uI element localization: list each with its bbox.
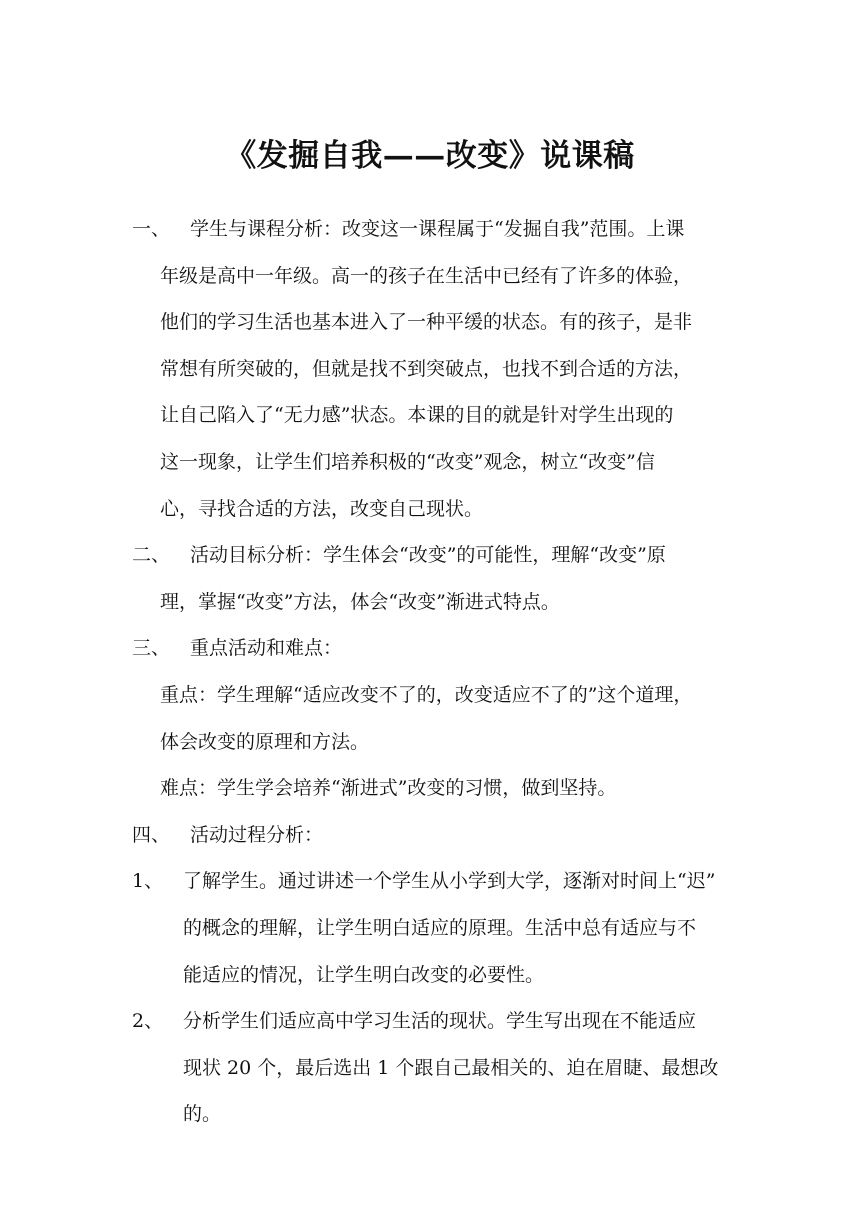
step-line	[0, 1091, 860, 1138]
paragraph-text: 体会改变的原理和方法。	[160, 730, 370, 753]
step-line	[0, 1045, 860, 1092]
key-point-text: 重点：学生理解“适应改变不了的，改变适应不了的”这个道理，	[160, 683, 693, 706]
paragraph-line	[0, 439, 860, 486]
paragraph-line	[0, 579, 860, 626]
paragraph-line	[0, 299, 860, 346]
section-heading-line	[0, 812, 860, 859]
step-text: 的概念的理解，让学生明白适应的原理。生活中总有适应与不	[183, 916, 697, 939]
section-number: 三、	[132, 637, 171, 660]
paragraph-text: 心，寻找合适的方法，改变自己现状。	[160, 497, 484, 520]
step-heading-line	[0, 998, 860, 1045]
paragraph-text: 年级是高中一年级。高一的孩子在生活中已经有了许多的体验，	[160, 264, 693, 287]
section-number: 一、	[132, 218, 171, 240]
section-heading-text: 重点活动和难点：	[190, 637, 343, 660]
paragraph-line	[0, 253, 860, 300]
paragraph-line	[0, 765, 860, 812]
paragraph-line	[0, 486, 860, 533]
paragraph-text: 这一现象，让学生们培养积极的“改变”观念，树立“改变”信	[160, 450, 655, 473]
section-heading-text: 学生与课程分析：改变这一课程属于“发掘自我”范围。上课	[190, 218, 685, 240]
section-heading-line	[0, 532, 860, 579]
step-text: 现状 20 个，最后选出 1 个跟自己最相关的、迫在眉睫、最想改	[183, 1056, 719, 1079]
paragraph-text: 他们的学习生活也基本进入了一种平缓的状态。有的孩子，是非	[160, 311, 693, 334]
paragraph-line	[0, 346, 860, 393]
section-heading-line	[0, 206, 860, 253]
step-heading-text: 分析学生们适应高中学习生活的现状。学生写出现在不能适应	[183, 1010, 697, 1033]
paragraph-text: 让自己陷入了“无力感”状态。本课的目的就是针对学生出现的	[160, 404, 674, 427]
paragraph-line	[0, 719, 860, 766]
section-heading-text: 活动目标分析：学生体会“改变”的可能性，理解“改变”原	[190, 544, 666, 567]
section-heading-text: 活动过程分析：	[190, 823, 324, 846]
paragraph-line	[0, 672, 860, 719]
paragraph-text: 常想有所突破的，但就是找不到突破点，也找不到合适的方法，	[160, 357, 693, 380]
step-line	[0, 905, 860, 952]
step-line	[0, 952, 860, 999]
step-number: 1、	[132, 870, 164, 893]
step-heading-line	[0, 858, 860, 905]
section-number: 二、	[132, 544, 171, 567]
difficulty-text: 难点：学生学会培养“渐进式”改变的习惯，做到坚持。	[160, 777, 617, 800]
step-text: 的。	[183, 1103, 222, 1126]
step-text: 能适应的情况，让学生明白改变的必要性。	[183, 963, 545, 986]
section-number: 四、	[132, 823, 171, 846]
step-number: 2、	[132, 1010, 164, 1033]
step-heading-text: 了解学生。通过讲述一个学生从小学到大学，逐渐对时间上“迟”	[183, 870, 716, 893]
document-body	[0, 206, 860, 1138]
paragraph-line	[0, 392, 860, 439]
document-title: 《发掘自我——改变》说课稿	[225, 138, 635, 174]
paragraph-text: 理，掌握“改变”方法，体会“改变”渐进式特点。	[160, 590, 560, 613]
section-heading-line	[0, 625, 860, 672]
